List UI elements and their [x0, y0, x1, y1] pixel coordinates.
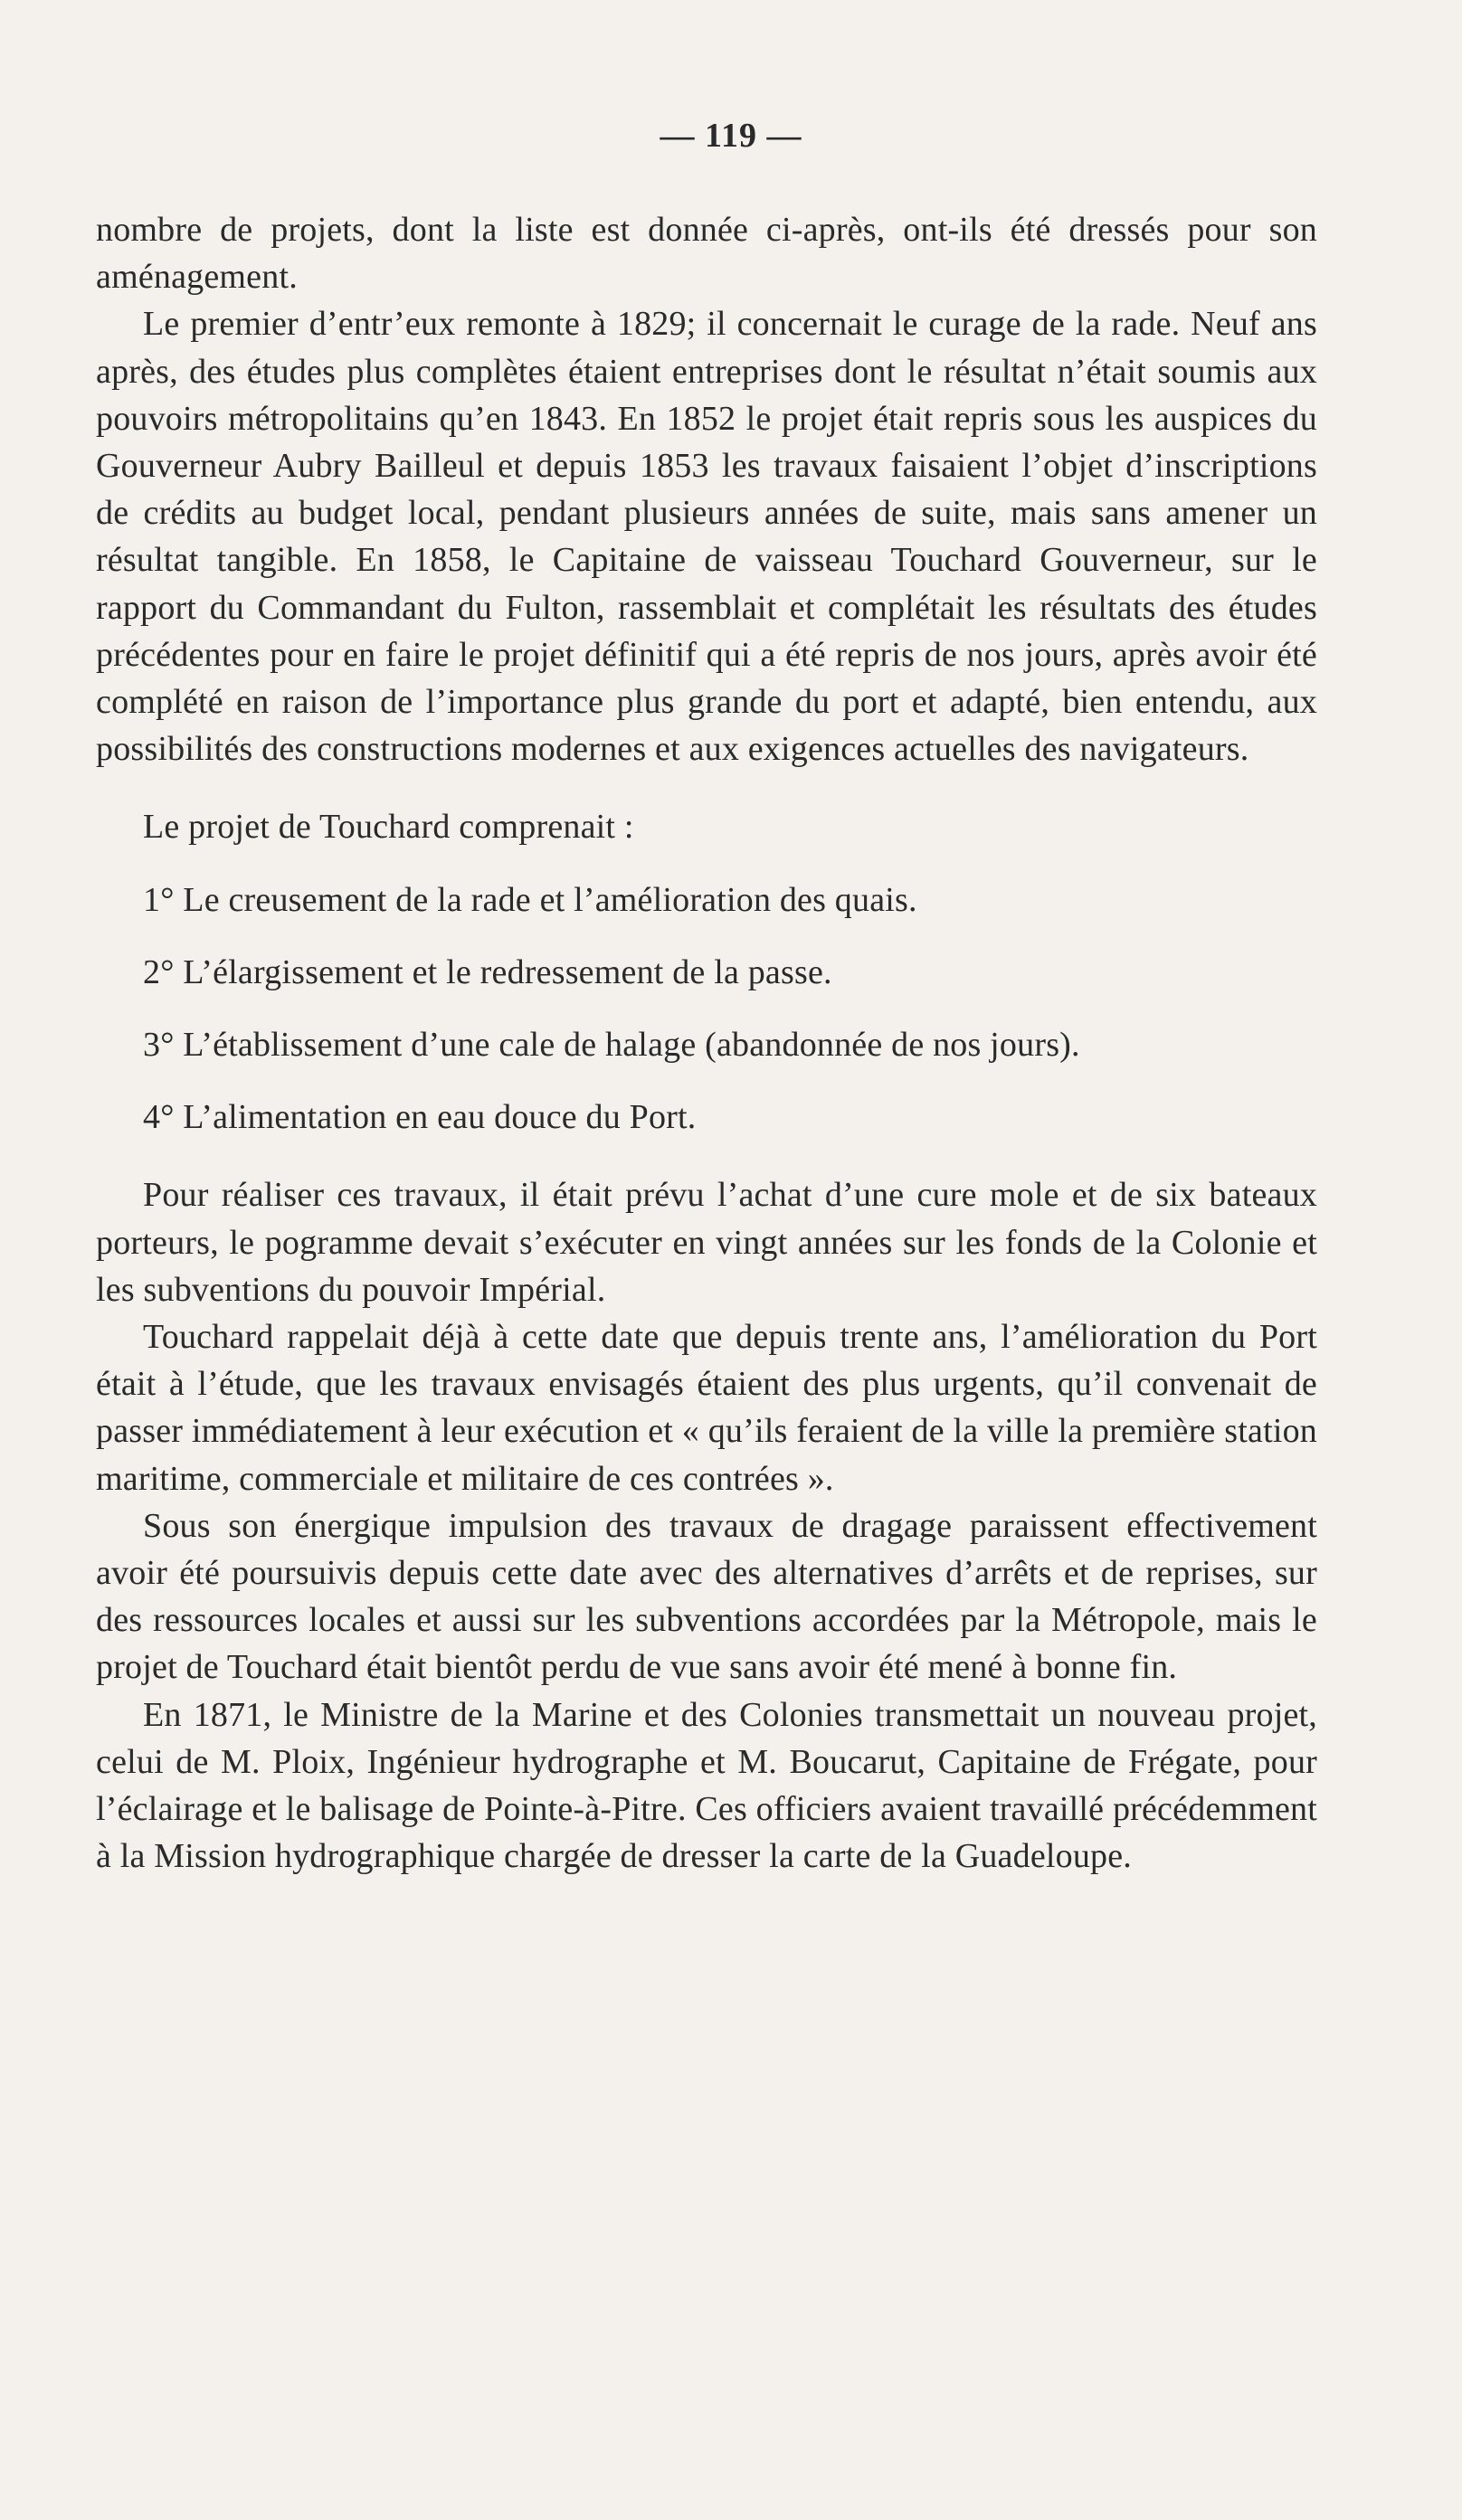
list-item-4: 4° L’alimentation en eau douce du Port.: [143, 1098, 697, 1137]
paragraph-intro: nombre de projets, dont la liste est donnée ci-après, ont-ils été dressés pour son aménagement.: [96, 211, 1317, 297]
paragraph-touchard: Touchard rappelait déjà à cette date que depuis trente ans, l’amélioration du Port était à l’étude, que les travaux envisagés étaient des plus urgents, qu’il convenait de passer immédiatement à leur exécution et « qu’ils feraient de la ville la première station maritime, commerciale et militaire de ces contrées ».: [96, 1318, 1317, 1498]
paragraph-history: Le premier d’entr’eux remonte à 1829; il concernait le curage de la rade. Neuf ans après, des études plus complètes étaient entreprises dont le résultat n’était soumis aux pouvoirs métropolitains qu’en 1843. En 1852 le projet était repris sous les auspices du Gouverneur Aubry Bailleul et depuis 1853 les travaux faisaient l’objet d’inscriptions de crédits au budget local, pendant plusieurs années de suite, mais sans amener un résultat tangible. En 1858, le Capitaine de vaisseau Touchard Gouverneur, sur le rapport du Commandant du Fulton, rassemblait et complétait les résultats des études précédentes pour en faire le projet définitif qui a été repris de nos jours, après avoir été complété en raison de l’importance plus grande du port et adapté, bien entendu, aux possibilités des constructions modernes et aux exigences actuelles des navigateurs.: [96, 305, 1317, 769]
paragraph-1871: En 1871, le Ministre de la Marine et des Colonies transmettait un nouveau projet, celui de M. Ploix, Ingénieur hydrographe et M. Boucarut, Capitaine de Frégate, pour l’éclairage et le balisage de Pointe-à-Pitre. Ces officiers avaient travaillé précédemment à la Mission hydrographique chargée de dresser la carte de la Guadeloupe.: [96, 1695, 1317, 1876]
page-number: — 119 —: [660, 117, 802, 155]
list-item-2: 2° L’élargissement et le redressement de la passe.: [143, 952, 832, 991]
list-item-3: 3° L’établissement d’une cale de halage (abandonnée de nos jours).: [143, 1026, 1080, 1065]
paragraph-project-heading: Le projet de Touchard comprenait :: [143, 808, 634, 847]
body-text: [96, 206, 1317, 1881]
paragraph-dredging: Sous son énergique impulsion des travaux de dragage paraissent effectivement avoir été poursuivis depuis cette date avec des alternatives d’arrêts et de reprises, sur des ressources locales et aussi sur les subventions accordées par la Métropole, mais le projet de Touchard était bientôt perdu de vue sans avoir été mené à bonne fin.: [96, 1506, 1317, 1687]
list-item-1: 1° Le creusement de la rade et l’amélioration des quais.: [143, 880, 917, 919]
paragraph-works-plan: Pour réaliser ces travaux, il était prévu l’achat d’une cure mole et de six bateaux porteurs, le pogramme devait s’exécuter en vingt années sur les fonds de la Colonie et les subventions du pouvoir Impérial.: [96, 1176, 1317, 1309]
